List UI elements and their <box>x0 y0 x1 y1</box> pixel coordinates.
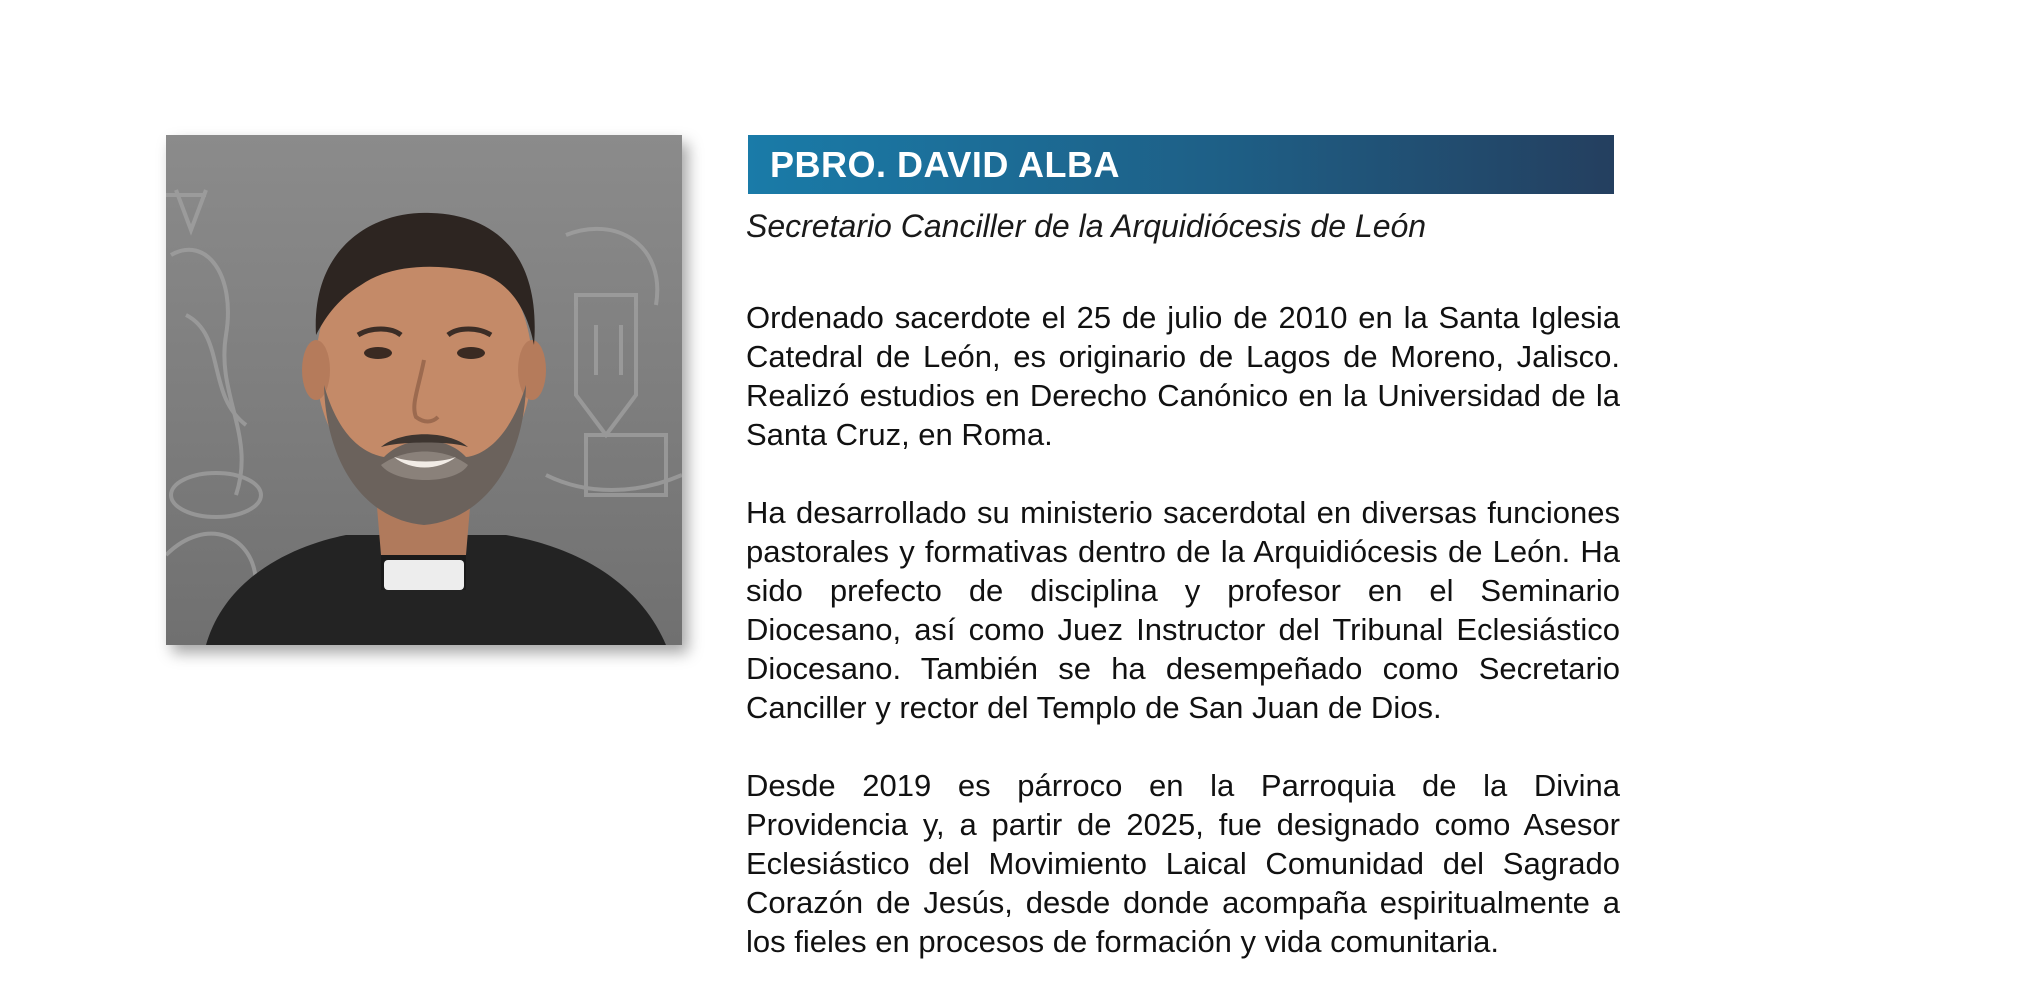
portrait-illustration <box>166 135 682 645</box>
biography <box>746 298 1620 1000</box>
name-banner <box>748 135 1614 194</box>
bio-paragraph: Desde 2019 es párroco en la Parroquia de la Divina Providencia y, a partir de 2025, fue designado como Asesor Eclesiástico del Movimiento Laical Comunidad del Sagrado Corazón de Jesús, desde donde acompaña espiritualmente a los fieles en procesos de formación y vida comunitaria. <box>746 768 1620 959</box>
position-title: Secretario Canciller de la Arquidiócesis de León <box>746 208 1427 244</box>
portrait-photo <box>166 135 682 645</box>
bio-paragraph: Ha desarrollado su ministerio sacerdotal en diversas funciones pastorales y formativas dentro de la Arquidiócesis de León. Ha sido prefecto de disciplina y profesor en el Seminario Diocesano, así como Juez Instructor del Tribunal Eclesiástico Diocesano. También se ha desempeñado como Secretario Canciller y rector del Templo de San Juan de Dios. <box>746 495 1620 725</box>
person-name: PBRO. DAVID ALBA <box>770 144 1120 185</box>
bio-paragraph: Ordenado sacerdote el 25 de julio de 2010 en la Santa Iglesia Catedral de León, es originario de Lagos de Moreno, Jalisco. Realizó estudios en Derecho Canónico en la Universidad de la Santa Cruz, en Roma. <box>746 300 1620 452</box>
